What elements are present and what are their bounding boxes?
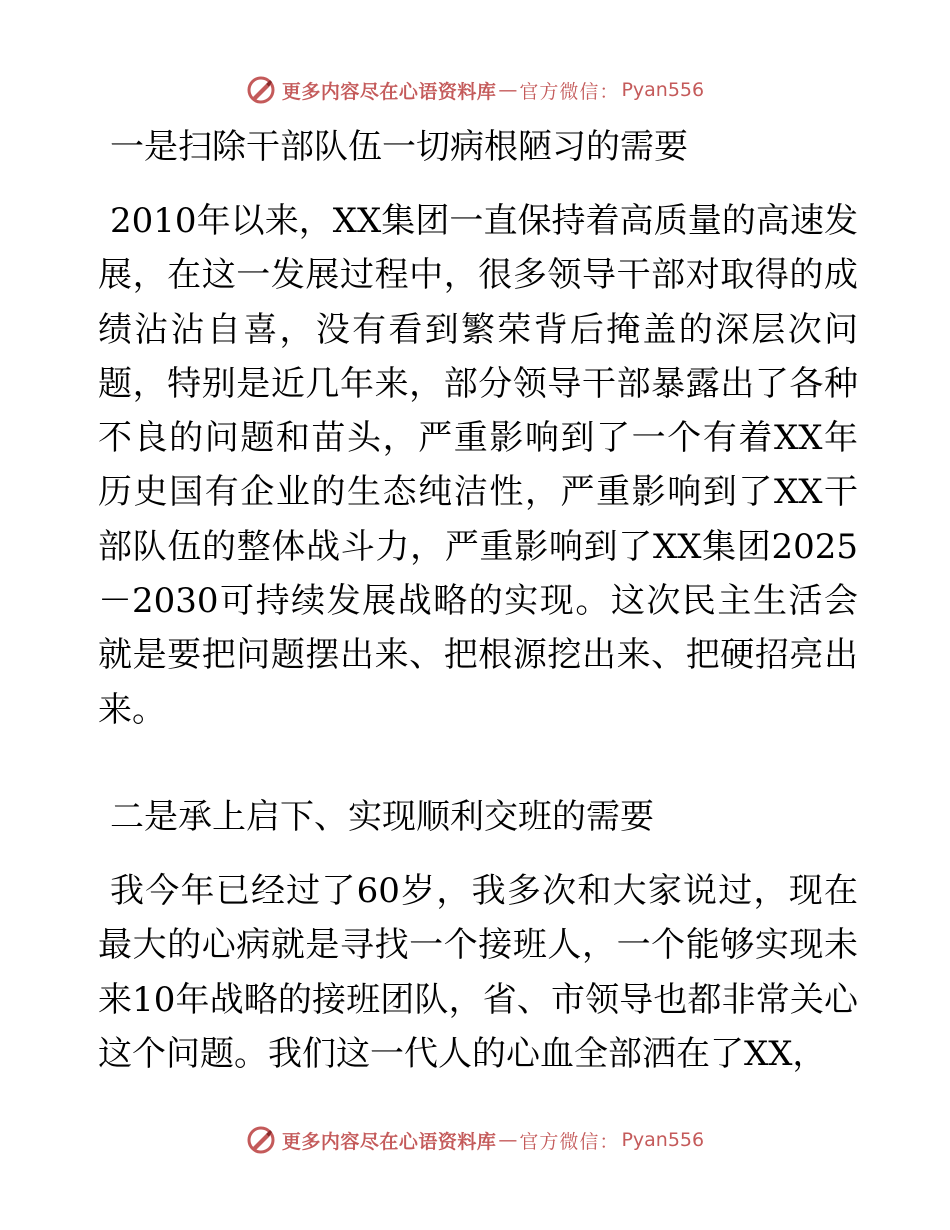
pen-logo-icon <box>246 75 276 105</box>
watermark-footer <box>0 1122 950 1158</box>
watermark-separator: — <box>498 79 518 101</box>
section-paragraph-1: 2010年以来，XX集团一直保持着高质量的高速发展，在这一发展过程中，很多领导干部对取得的成绩沾沾自喜，没有看到繁荣背后掩盖的深层次问题，特别是近几年来，部分领导干部暴露出了各种不良的问题和苗头，严重影响到了一个有着XX年历史国有企业的生态纯洁性，严重影响到了XX干部队伍的整体战斗力，严重影响到了XX集团2025－2030可持续发展战略的实现。这次民主生活会就是要把问题摆出来、把根源挖出来、把硬招亮出来。 <box>98 201 858 730</box>
watermark-id: Pyan556 <box>621 1129 705 1151</box>
section-heading-2: 二是承上启下、实现顺利交班的需要 <box>110 797 654 837</box>
watermark-separator: — <box>498 1129 518 1151</box>
section-paragraph-2: 我今年已经过了60岁，我多次和大家说过，现在最大的心病就是寻找一个接班人，一个能够实现未来10年战略的接班团队，省、市领导也都非常关心这个问题。我们这一代人的心血全部洒在了XX， <box>98 871 858 1074</box>
watermark-text: 更多内容尽在心语资料库 <box>281 80 497 103</box>
watermark-label: 官方微信： <box>519 1130 620 1153</box>
watermark-text: 更多内容尽在心语资料库 <box>281 1130 497 1153</box>
watermark-id: Pyan556 <box>621 79 705 101</box>
watermark-header <box>0 72 950 108</box>
pen-logo-icon <box>246 1125 276 1155</box>
section-heading-1: 一是扫除干部队伍一切病根陋习的需要 <box>110 127 688 167</box>
watermark-label: 官方微信： <box>519 80 620 103</box>
